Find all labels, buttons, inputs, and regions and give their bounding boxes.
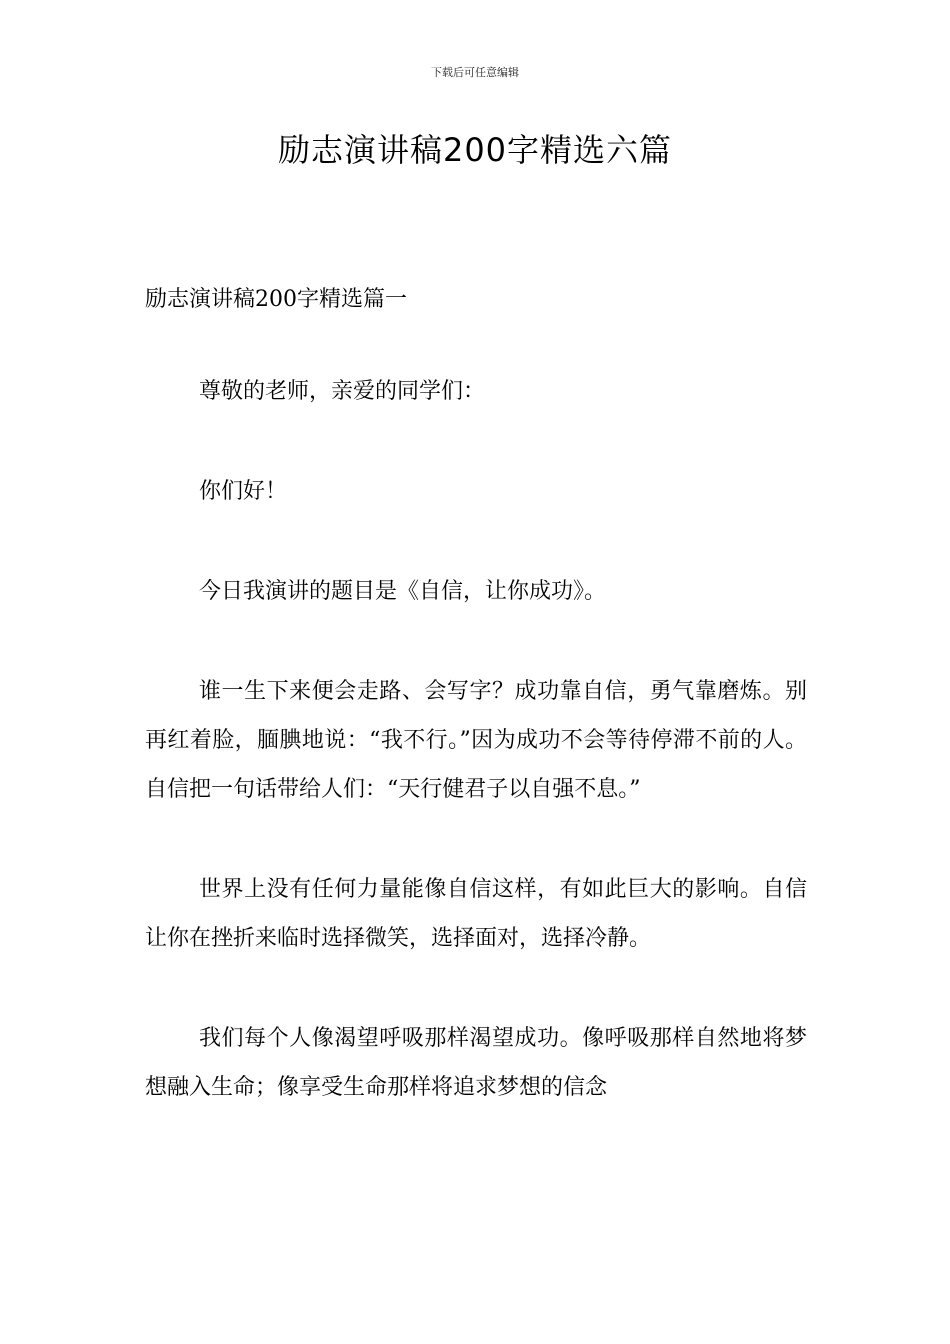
paragraph-body: 谁一生下来便会走路、会写字？成功靠自信，勇气靠磨炼。别再红着脸，腼腆地说：“我不行。”因为成功不会等待停滞不前的人。自信把一句话带给人们：“天行健君子以自强不息。” bbox=[145, 679, 807, 802]
paragraph-body: 世界上没有任何力量能像自信这样，有如此巨大的影响。自信让你在挫折来临时选择微笑，选择面对，选择冷静。 bbox=[145, 877, 807, 951]
header-note: 下载后可任意编辑 bbox=[431, 66, 519, 79]
document-body bbox=[145, 284, 807, 1163]
document-title: 励志演讲稿200字精选六篇 bbox=[277, 131, 673, 169]
paragraph-greeting: 你们好！ bbox=[199, 479, 288, 504]
paragraph-body: 我们每个人像渴望呼吸那样渴望成功。像呼吸那样自然地将梦想融入生命；像享受生命那样将追求梦想的信念 bbox=[145, 1026, 807, 1100]
paragraph-salutation: 尊敬的老师，亲爱的同学们： bbox=[199, 379, 486, 404]
paragraph-topic: 今日我演讲的题目是《自信，让你成功》。 bbox=[199, 579, 607, 604]
section-heading: 励志演讲稿200字精选篇一 bbox=[145, 287, 407, 312]
